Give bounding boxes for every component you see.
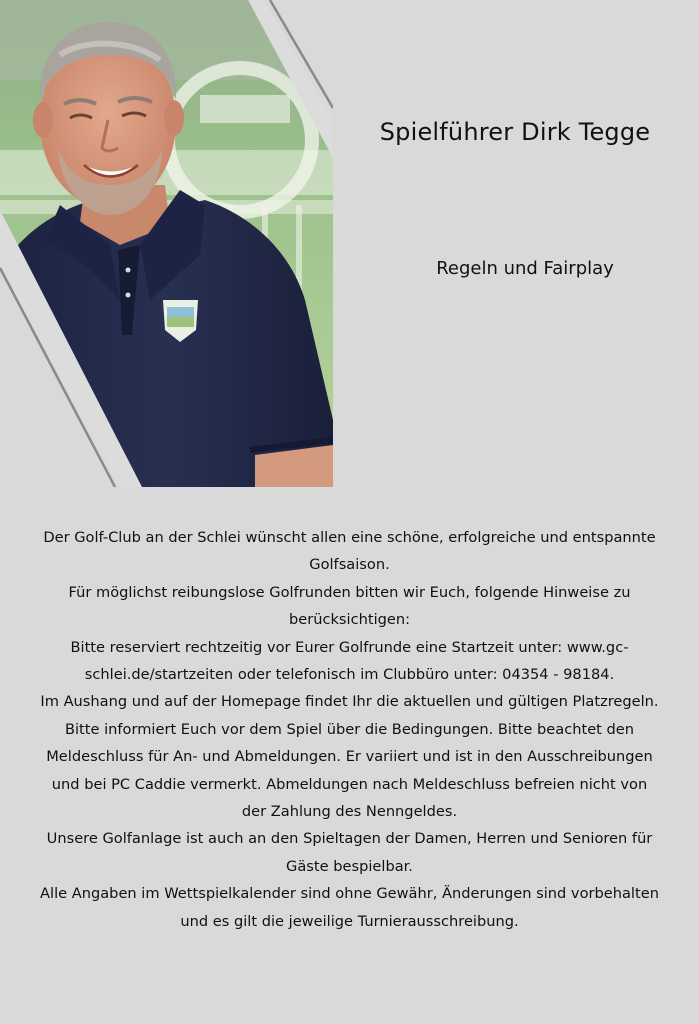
paragraph-greeting: Der Golf-Club an der Schlei wünscht allen eine schöne, erfolgreiche und entspannte Golfsaison. (43, 529, 656, 574)
paragraph-reservation: Bitte reserviert rechtzeitig vor Eurer Golfrunde eine Startzeit unter: www.gc-schlei.de/startzeiten oder telefonisch im Clubbüro unter: 04354 - 98184. (70, 638, 629, 684)
portrait-photo (0, 0, 333, 487)
rules-text (40, 524, 659, 935)
paragraph-intro: Für möglichst reibungslose Golfrunden bitten wir Euch, folgende Hinweise zu berücksichtigen: (68, 583, 631, 629)
paragraph-registration: Bitte informiert Euch vor dem Spiel über die Bedingungen. Bitte beachtet den Meldeschluss für An- und Abmeldungen. Er variiert und ist in den Ausschreibungen und bei PC Caddie vermerkt. Abmeldungen nach Meldeschluss befreien nicht von der Zahlung des Nenngeldes. (46, 720, 653, 821)
page-subtitle: Regeln und Fairplay (436, 258, 614, 279)
paragraph-disclaimer: Alle Angaben im Wettspielkalender sind ohne Gewähr, Änderungen sind vorbehalten und es gilt die jeweilige Turnierausschreibung. (40, 885, 659, 930)
paragraph-local-rules: Im Aushang und auf der Homepage findet Ihr die aktuellen und gültigen Platzregeln. (40, 693, 659, 711)
page-title: Spielführer Dirk Tegge (379, 118, 651, 146)
paragraph-guests: Unsere Golfanlage ist auch an den Spieltagen der Damen, Herren und Senioren für Gäste bespielbar. (46, 830, 653, 875)
